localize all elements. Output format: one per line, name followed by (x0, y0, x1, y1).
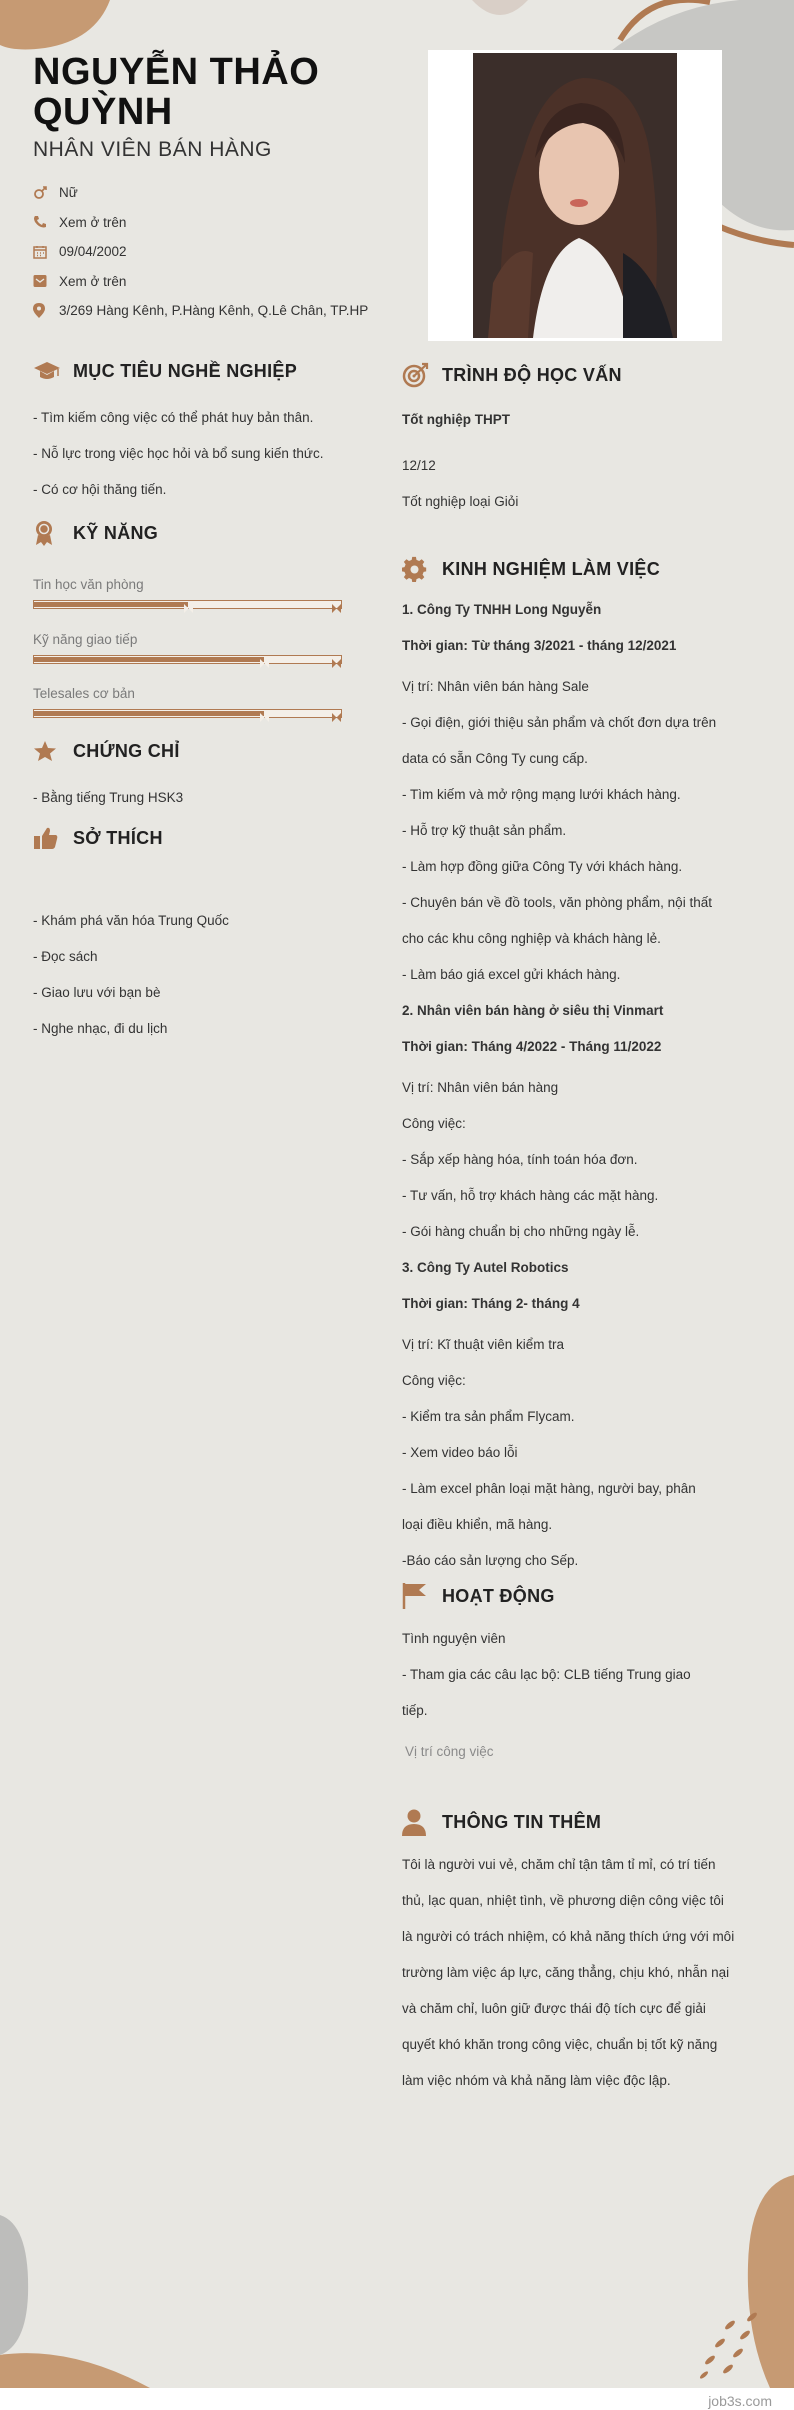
skill-name: Tin học văn phòng (33, 577, 144, 592)
additional-info-text: Tôi là người vui vẻ, chăm chỉ tận tâm tỉ mỉ, có trí tiến thủ, lạc quan, nhiệt tình, về phương diện công việc tôi là người có trách nhiệm, có khả năng thích ứng với môi trường làm việc áp lực, căng thẳng, chịu khó, nhẫn nại và chăm chỉ, luôn giữ được thái độ tích cực để giải quyết khó khăn trong công việc, chuẩn bị tốt kỹ năng làm việc nhóm và khả năng làm việc độc lập. (402, 1857, 735, 2088)
additional-info-heading (402, 1808, 601, 1836)
gender-icon (33, 185, 59, 201)
list-item: tiếp. (402, 1703, 428, 1718)
experience-line: - Tìm kiếm và mở rộng mạng lưới khách hàng. (402, 787, 681, 802)
education-school: Tốt nghiệp THPT (402, 412, 510, 427)
email-icon (33, 274, 59, 288)
skill-bar-end (332, 709, 341, 718)
contact-birthday (33, 237, 393, 267)
skills-title: KỸ NĂNG (73, 522, 159, 543)
star-icon (33, 740, 73, 762)
experience-heading-line: Thời gian: Tháng 4/2022 - Tháng 11/2022 (402, 1039, 662, 1054)
contact-birthday-text: 09/04/2002 (59, 244, 127, 260)
contact-list (33, 178, 393, 326)
job-title: NHÂN VIÊN BÁN HÀNG (33, 138, 272, 161)
profile-photo-frame (428, 50, 722, 341)
career-goal-title: MỤC TIÊU NGHỀ NGHIỆP (73, 360, 298, 381)
experience-line: - Xem video báo lỗi (402, 1445, 518, 1460)
thumbs-up-icon (33, 826, 73, 850)
graduation-cap-icon (33, 360, 73, 382)
experience-title: KINH NGHIỆM LÀM VIỆC (442, 558, 661, 579)
list-item: - Nỗ lực trong việc học hỏi và bổ sung kiến thức. (33, 446, 324, 461)
certificates-heading (33, 740, 180, 762)
profile-photo (473, 53, 677, 338)
experience-line: Vị trí: Nhân viên bán hàng (402, 1080, 559, 1095)
experience-line: - Làm hợp đồng giữa Công Ty với khách hàng. (402, 859, 683, 874)
candidate-name: NGUYỄN THẢO QUỲNH (33, 51, 320, 133)
experience-line: - Gọi điện, giới thiệu sản phẩm và chốt đơn dựa trên (402, 715, 717, 730)
experience-line: - Làm báo giá excel gửi khách hàng. (402, 967, 621, 982)
list-item: - Bằng tiếng Trung HSK3 (33, 790, 184, 805)
spacer (402, 438, 518, 448)
footer-brand[interactable]: job3s.com (708, 2393, 772, 2409)
list-item: - Khám phá văn hóa Trung Quốc (33, 913, 229, 928)
experience-line: - Tư vấn, hỗ trợ khách hàng các mặt hàng. (402, 1188, 659, 1203)
contact-email (33, 267, 393, 297)
calendar-icon (33, 245, 59, 259)
skill-bar-end (332, 600, 341, 609)
experience-line: - Chuyên bán về đồ tools, văn phòng phẩm, nội thất (402, 895, 712, 910)
skill-bar-knob (260, 709, 269, 718)
skill-name: Telesales cơ bản (33, 686, 135, 701)
contact-phone (33, 208, 393, 238)
career-goal-list (33, 400, 323, 508)
decor-top-center (470, 0, 530, 20)
flag-icon (402, 1582, 442, 1610)
experience-list (402, 592, 716, 1579)
contact-address (33, 296, 393, 326)
contact-address-text: 3/269 Hàng Kênh, P.Hàng Kênh, Q.Lê Chân, TP.HP (59, 303, 369, 319)
list-item: - Nghe nhạc, đi du lịch (33, 1021, 168, 1036)
career-goal-heading (33, 360, 297, 382)
job-position-placeholder: Vị trí công việc (405, 1744, 494, 1759)
list-item: - Tham gia các câu lạc bộ: CLB tiếng Trung giao (402, 1667, 691, 1682)
experience-heading-line: 3. Công Ty Autel Robotics (402, 1260, 569, 1275)
experience-line: -Báo cáo sản lượng cho Sếp. (402, 1553, 579, 1568)
gear-icon (402, 556, 442, 582)
experience-line: Công việc: (402, 1373, 466, 1388)
skill-bar-fill (34, 602, 188, 607)
experience-heading-line: 1. Công Ty TNHH Long Nguyễn (402, 602, 602, 617)
list-item: - Tìm kiếm công việc có thể phát huy bản thân. (33, 410, 314, 425)
additional-info-title: THÔNG TIN THÊM (442, 1811, 602, 1832)
phone-icon (33, 215, 59, 229)
experience-line: data có sẵn Công Ty cung cấp. (402, 751, 588, 766)
decor-bottom-right (690, 2175, 794, 2388)
experience-heading (402, 556, 660, 582)
education-title: TRÌNH ĐỘ HỌC VẤN (442, 364, 622, 385)
experience-heading-line: Thời gian: Tháng 2- tháng 4 (402, 1296, 580, 1311)
hobbies-heading (33, 826, 163, 850)
list-item: - Đọc sách (33, 949, 98, 964)
experience-line: - Làm excel phân loại mặt hàng, người bay, phân (402, 1481, 696, 1496)
skill-bar-fill (34, 657, 264, 662)
education-result: Tốt nghiệp loại Giỏi (402, 494, 519, 509)
hobbies-title: SỞ THÍCH (73, 827, 163, 848)
contact-gender (33, 178, 393, 208)
activities-list (402, 1621, 691, 1770)
experience-heading-line: 2. Nhân viên bán hàng ở siêu thị Vinmart (402, 1003, 664, 1018)
experience-line: - Gói hàng chuẩn bị cho những ngày lễ. (402, 1224, 640, 1239)
skill-bar (33, 709, 342, 718)
education-heading (402, 362, 622, 388)
experience-line: cho các khu công nghiệp và khách hàng lẻ. (402, 931, 661, 946)
skill-bar-end (332, 655, 341, 664)
experience-line: - Hỗ trợ kỹ thuật sản phẩm. (402, 823, 567, 838)
contact-email-text: Xem ở trên (59, 273, 127, 289)
contact-gender-text: Nữ (59, 185, 78, 201)
award-ribbon-icon (33, 520, 73, 546)
location-pin-icon (33, 303, 59, 318)
user-icon (402, 1808, 442, 1836)
experience-line: Vị trí: Nhân viên bán hàng Sale (402, 679, 589, 694)
activities-heading (402, 1582, 555, 1610)
skill-name: Kỹ năng giao tiếp (33, 632, 138, 647)
experience-line: Vị trí: Kĩ thuật viên kiểm tra (402, 1337, 565, 1352)
contact-phone-text: Xem ở trên (59, 214, 127, 230)
experience-heading-line: Thời gian: Từ tháng 3/2021 - tháng 12/2021 (402, 638, 677, 653)
experience-line: - Kiểm tra sản phẩm Flycam. (402, 1409, 575, 1424)
skill-bar (33, 655, 342, 664)
list-item: - Có cơ hội thăng tiến. (33, 482, 167, 497)
skills-heading (33, 520, 158, 546)
education-details (402, 402, 518, 520)
education-grade: 12/12 (402, 458, 436, 473)
decor-bottom-left (0, 2205, 160, 2388)
list-item: - Giao lưu với bạn bè (33, 985, 161, 1000)
skill-bar-knob (260, 655, 269, 664)
skill-bar (33, 600, 342, 609)
experience-line: - Sắp xếp hàng hóa, tính toán hóa đơn. (402, 1152, 638, 1167)
certificates-title: CHỨNG CHỈ (73, 740, 180, 761)
experience-line: Công việc: (402, 1116, 466, 1131)
hobbies-list (33, 903, 229, 1047)
experience-line: loại điều khiển, mã hàng. (402, 1517, 553, 1532)
skill-bar-knob (184, 600, 193, 609)
target-icon (402, 362, 442, 388)
activities-title: HOẠT ĐỘNG (442, 1585, 555, 1606)
skill-bar-fill (34, 711, 264, 716)
certificates-list (33, 780, 183, 816)
list-item: Tình nguyện viên (402, 1631, 506, 1646)
